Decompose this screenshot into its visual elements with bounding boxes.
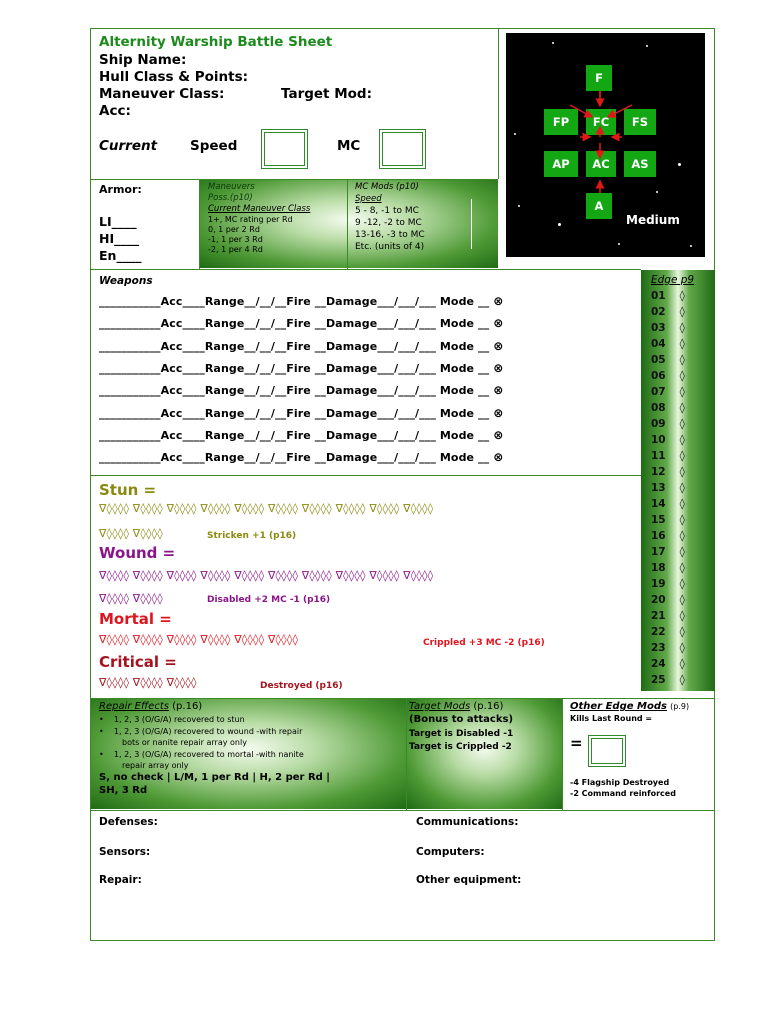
weapon-row[interactable] [99, 383, 503, 397]
weapon-row-fields[interactable]: ___________Acc____Range__/__/__Fire __Damage___/___/___ Mode __ [99, 406, 490, 420]
edge-marker-icon[interactable]: ◊ [679, 514, 685, 526]
edge-marker-icon[interactable]: ◊ [679, 418, 685, 430]
ship-cell-as[interactable]: AS [624, 151, 656, 177]
weapon-row[interactable] [99, 428, 503, 442]
mortal-note: Crippled +3 MC -2 (p16) [423, 638, 545, 648]
ship-cell-ap[interactable]: AP [544, 151, 578, 177]
weapon-row-fields[interactable]: ___________Acc____Range__/__/__Fire __Damage___/___/___ Mode __ [99, 295, 490, 308]
repair-item: 1, 2, 3 (O/G/A) recovered to mortal -with nanite [113, 750, 304, 759]
critical-track[interactable]: ∇◊◊◊◊ ∇◊◊◊◊ ∇◊◊◊◊ [99, 676, 197, 689]
maneuver-divider [347, 179, 348, 269]
sensors-label[interactable]: Sensors: [99, 846, 151, 858]
mortal-label: Mortal = [99, 610, 172, 628]
edge-number: 17 [651, 546, 666, 558]
other-edge-title: Other Edge Mods [570, 701, 667, 712]
weapon-row[interactable] [99, 294, 503, 308]
edge-marker-icon[interactable]: ◊ [679, 402, 685, 414]
computers-label[interactable]: Computers: [416, 846, 485, 858]
ship-cell-fp[interactable]: FP [544, 109, 578, 135]
stun-note: Stricken +1 (p16) [207, 531, 297, 541]
edge-row[interactable] [651, 658, 685, 670]
maneuvers-heading: Current Maneuver Class [208, 204, 311, 214]
edge-marker-icon[interactable]: ◊ [679, 498, 685, 510]
mc-mods-line: 5 - 8, -1 to MC [355, 206, 419, 216]
repair-bullet: • 1, 2, 3 (O/G/A) recovered to stun [99, 715, 245, 724]
edge-number: 14 [651, 498, 666, 510]
edge-row[interactable] [651, 594, 685, 606]
ship-cell-a[interactable]: A [586, 193, 612, 219]
weapon-row[interactable] [99, 316, 503, 330]
other-edge-line: -4 Flagship Destroyed [570, 778, 670, 787]
edge-row[interactable] [651, 418, 685, 430]
stun-track-row1[interactable]: ∇◊◊◊◊ ∇◊◊◊◊ ∇◊◊◊◊ ∇◊◊◊◊ ∇◊◊◊◊ ∇◊◊◊◊ ∇◊◊◊◊ ∇◊◊◊◊ ∇◊◊◊◊ ∇◊◊◊◊ [99, 502, 434, 515]
mc-mods-title: MC Mods (p10) [355, 182, 419, 192]
weapon-row-fields[interactable]: ___________Acc____Range__/__/__Fire __Damage___/___/___ Mode __ [99, 317, 490, 331]
edge-number: 03 [651, 322, 666, 334]
target-mods-line: Target is Crippled -2 [409, 742, 512, 752]
repair-item: 1, 2, 3 (O/G/A) recovered to wound -with repair [113, 727, 303, 736]
mode-circle-icon[interactable]: ⊗ [493, 360, 504, 375]
maneuver-class-label: Maneuver Class: [99, 86, 225, 102]
mc-input-box[interactable] [379, 129, 426, 169]
weapon-row[interactable] [99, 339, 503, 353]
weapon-row[interactable] [99, 406, 503, 420]
repair-item: 1, 2, 3 (O/G/A) recovered to stun [113, 715, 245, 724]
repair-item: bots or nanite repair array only [122, 738, 247, 747]
edge-marker-icon[interactable]: ◊ [679, 546, 685, 558]
edge-number: 06 [651, 370, 666, 382]
repair-title: Repair Effects [99, 701, 169, 712]
edge-marker-icon[interactable]: ◊ [679, 610, 685, 622]
edge-number: 25 [651, 674, 666, 686]
edge-number: 24 [651, 658, 666, 670]
edge-number: 10 [651, 434, 666, 446]
edge-row[interactable] [651, 546, 685, 558]
ship-size-label: Medium [626, 213, 680, 227]
edge-marker-icon[interactable]: ◊ [679, 322, 685, 334]
edge-marker-icon[interactable]: ◊ [679, 562, 685, 574]
ship-cell-fs[interactable]: FS [624, 109, 656, 135]
edge-marker-icon[interactable]: ◊ [679, 466, 685, 478]
repair-footer: SH, 3 Rd [99, 785, 148, 796]
target-mod-label: Target Mod: [281, 86, 372, 102]
weapon-row[interactable] [99, 450, 503, 464]
edge-number: 12 [651, 466, 666, 478]
critical-note: Destroyed (p16) [260, 681, 343, 691]
armor-en[interactable]: En____ [99, 248, 142, 263]
mc-mods-line: 9 -12, -2 to MC [355, 218, 422, 228]
critical-label: Critical = [99, 653, 177, 671]
edge-number: 21 [651, 610, 666, 622]
target-mods-title: Target Mods [409, 701, 471, 712]
speed-input-box[interactable] [261, 129, 308, 169]
maneuvers-line: -2, 1 per 4 Rd [208, 245, 263, 254]
edge-row[interactable] [651, 530, 685, 542]
edge-row[interactable] [651, 434, 685, 446]
edge-label: Edge p9 [651, 274, 695, 286]
edge-mod-input-box[interactable] [588, 735, 626, 767]
edge-row[interactable] [651, 386, 685, 398]
target-mods-page: (p.16) [473, 701, 504, 712]
ship-name-label: Ship Name: [99, 52, 187, 68]
maneuvers-subtitle: Poss.(p10) [208, 193, 253, 203]
armor-label: Armor: [99, 183, 142, 196]
mc-label: MC [337, 138, 361, 154]
edge-marker-icon[interactable]: ◊ [679, 450, 685, 462]
repair-item: repair array only [122, 761, 189, 770]
repair-bullet: • 1, 2, 3 (O/G/A) recovered to mortal -with nanite [99, 750, 304, 759]
other-edge-equals: = [570, 734, 583, 752]
repair-bullet: • 1, 2, 3 (O/G/A) recovered to wound -with repair [99, 727, 303, 736]
edge-row[interactable] [651, 290, 685, 302]
edge-row[interactable] [651, 402, 685, 414]
edge-marker-icon[interactable]: ◊ [679, 594, 685, 606]
mortal-track[interactable]: ∇◊◊◊◊ ∇◊◊◊◊ ∇◊◊◊◊ ∇◊◊◊◊ ∇◊◊◊◊ ∇◊◊◊◊ [99, 633, 299, 646]
edge-number: 19 [651, 578, 666, 590]
repair-footer: S, no check | L/M, 1 per Rd | H, 2 per Rd | [99, 772, 330, 783]
communications-label[interactable]: Communications: [416, 816, 519, 828]
weapons-bottom-rule [91, 475, 641, 476]
edge-number: 08 [651, 402, 666, 414]
edge-row[interactable] [651, 610, 685, 622]
edge-row[interactable] [651, 626, 685, 638]
edge-number: 02 [651, 306, 666, 318]
speed-label: Speed [190, 138, 238, 154]
ship-cell-ac[interactable]: AC [586, 151, 616, 177]
kills-label: Kills Last Round = [570, 714, 653, 723]
weapons-rule [91, 269, 641, 270]
ship-cell-fc[interactable]: FC [586, 109, 616, 135]
edge-marker-icon[interactable]: ◊ [679, 642, 685, 654]
mode-circle-icon[interactable]: ⊗ [493, 338, 504, 353]
weapon-row-fields[interactable]: ___________Acc____Range__/__/__Fire __Damage___/___/___ Mode __ [99, 339, 490, 353]
edge-marker-icon[interactable]: ◊ [679, 338, 685, 350]
mode-circle-icon[interactable]: ⊗ [493, 294, 504, 308]
edge-number: 23 [651, 642, 666, 654]
mode-circle-icon[interactable]: ⊗ [493, 427, 504, 442]
edge-row[interactable] [651, 370, 685, 382]
wound-label: Wound = [99, 544, 176, 562]
edge-marker-icon[interactable]: ◊ [679, 530, 685, 542]
edge-row[interactable] [651, 514, 685, 526]
mc-mods-line: 13-16, -3 to MC [355, 230, 425, 240]
edge-marker-icon[interactable]: ◊ [679, 370, 685, 382]
header-divider [498, 29, 499, 179]
repair-divider [406, 698, 407, 810]
edge-row[interactable] [651, 322, 685, 334]
edge-row[interactable] [651, 578, 685, 590]
mode-circle-icon[interactable]: ⊗ [493, 450, 504, 465]
other-edge-page: (p.9) [670, 702, 690, 711]
edge-marker-icon[interactable]: ◊ [679, 674, 685, 686]
target-mods-title-line [409, 702, 503, 713]
edge-row[interactable] [651, 306, 685, 318]
other-edge-title-line [570, 702, 689, 713]
edge-marker-icon[interactable]: ◊ [679, 306, 685, 318]
edge-number: 22 [651, 626, 666, 638]
target-mods-line: Target is Disabled -1 [409, 729, 514, 739]
equipment-rule [91, 810, 714, 811]
repair-label[interactable]: Repair: [99, 874, 142, 886]
repair-title-line [99, 702, 202, 713]
other-edge-line: -2 Command reinforced [570, 789, 676, 798]
mc-mods-heading: Speed [355, 194, 382, 204]
edge-row[interactable] [651, 338, 685, 350]
edge-number: 04 [651, 338, 666, 350]
other-equipment-label[interactable]: Other equipment: [416, 874, 522, 886]
edge-number: 13 [651, 482, 666, 494]
edge-number: 01 [651, 290, 666, 302]
weapon-row-fields[interactable]: ___________Acc____Range__/__/__Fire __Damage___/___/___ Mode __ [99, 384, 490, 398]
edge-number: 20 [651, 594, 666, 606]
target-mods-line: (Bonus to attacks) [409, 714, 514, 725]
weapons-label: Weapons [99, 275, 153, 287]
ship-cell-f[interactable]: F [586, 65, 612, 91]
edge-marker-icon[interactable]: ◊ [679, 482, 685, 494]
ship-diagram [506, 33, 705, 257]
weapon-row-fields[interactable]: ___________Acc____Range__/__/__Fire __Damage___/___/___ Mode __ [99, 428, 490, 442]
maneuvers-line: 1+, MC rating per Rd [208, 215, 293, 224]
maneuvers-line: 0, 1 per 2 Rd [208, 225, 260, 234]
repair-page: (p.16) [172, 701, 203, 712]
edge-number: 16 [651, 530, 666, 542]
edge-row[interactable] [651, 562, 685, 574]
mode-circle-icon[interactable]: ⊗ [493, 316, 504, 331]
edge-number: 09 [651, 418, 666, 430]
stun-track-row2[interactable]: ∇◊◊◊◊ ∇◊◊◊◊ [99, 527, 163, 540]
edge-row[interactable] [651, 354, 685, 366]
wound-track-row2[interactable]: ∇◊◊◊◊ ∇◊◊◊◊ [99, 592, 163, 605]
hull-class-label: Hull Class & Points: [99, 69, 249, 85]
battle-sheet [90, 28, 715, 941]
edge-number: 15 [651, 514, 666, 526]
wound-track-row1[interactable]: ∇◊◊◊◊ ∇◊◊◊◊ ∇◊◊◊◊ ∇◊◊◊◊ ∇◊◊◊◊ ∇◊◊◊◊ ∇◊◊◊◊ ∇◊◊◊◊ ∇◊◊◊◊ ∇◊◊◊◊ [99, 569, 434, 582]
edge-number: 07 [651, 386, 666, 398]
armor-li[interactable]: LI____ [99, 214, 137, 229]
mode-circle-icon[interactable]: ⊗ [493, 383, 504, 398]
sheet-title: Alternity Warship Battle Sheet [99, 34, 333, 50]
edge-marker-icon[interactable]: ◊ [679, 578, 685, 590]
mc-mods-line: Etc. (units of 4) [355, 242, 425, 252]
edge-number: 18 [651, 562, 666, 574]
current-label: Current [99, 138, 158, 154]
mc-mods-rule [471, 199, 472, 249]
weapon-row-fields[interactable]: ___________Acc____Range__/__/__Fire __Damage___/___/___ Mode __ [99, 451, 490, 465]
edge-number: 11 [651, 450, 666, 462]
mode-circle-icon[interactable]: ⊗ [493, 405, 504, 420]
maneuvers-line: -1, 1 per 3 Rd [208, 235, 263, 244]
edge-row[interactable] [651, 498, 685, 510]
acc-label: Acc: [99, 103, 131, 119]
wound-note: Disabled +2 MC -1 (p16) [207, 595, 331, 605]
weapon-row[interactable] [99, 361, 503, 375]
target-divider [562, 698, 563, 810]
edge-marker-icon[interactable]: ◊ [679, 626, 685, 638]
defenses-label[interactable]: Defenses: [99, 816, 158, 828]
maneuvers-title: Maneuvers [208, 182, 255, 192]
edge-marker-icon[interactable]: ◊ [679, 386, 685, 398]
edge-marker-icon[interactable]: ◊ [679, 290, 685, 302]
edge-marker-icon[interactable]: ◊ [679, 434, 685, 446]
edge-number: 05 [651, 354, 666, 366]
weapon-row-fields[interactable]: ___________Acc____Range__/__/__Fire __Damage___/___/___ Mode __ [99, 361, 490, 375]
edge-row[interactable] [651, 466, 685, 478]
edge-marker-icon[interactable]: ◊ [679, 354, 685, 366]
edge-row[interactable] [651, 450, 685, 462]
edge-row[interactable] [651, 674, 685, 686]
edge-marker-icon[interactable]: ◊ [679, 658, 685, 670]
edge-row[interactable] [651, 482, 685, 494]
stun-label: Stun = [99, 481, 157, 499]
edge-row[interactable] [651, 642, 685, 654]
armor-hi[interactable]: HI____ [99, 231, 140, 246]
